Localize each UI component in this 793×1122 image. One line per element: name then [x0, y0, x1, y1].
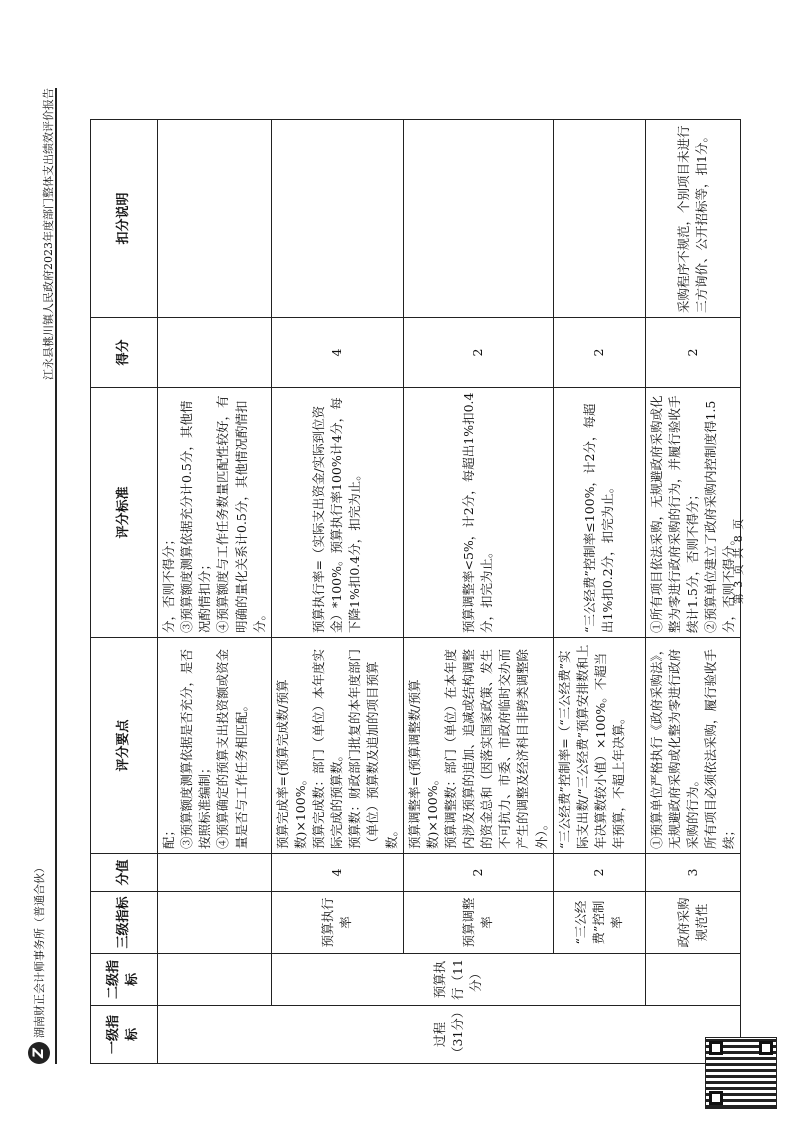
- table-row: [403, 120, 553, 1064]
- qr-finder-icon: [709, 1091, 723, 1105]
- page-number: 第 3 页 共 8 页: [732, 517, 745, 605]
- firm-logo-icon: Z: [28, 1042, 50, 1064]
- firm-header: [28, 862, 50, 1064]
- qr-finder-icon: [709, 1041, 723, 1055]
- table-row: [553, 120, 645, 1064]
- evaluation-table: [90, 119, 741, 1064]
- standard-cell: 预算执行率=（实际支出资金/实际到位资金）*100%。预算执行率100%计4分，每下降1%扣0.4分，扣完为止。: [271, 388, 403, 638]
- points-cell: 配； ③预算额度测算依据是否充分，是否按照标准编制； ④预算确定的预算支出投资额或资金量是否与工作任务相匹配。: [158, 638, 272, 854]
- deduction-cell: [271, 120, 403, 318]
- level3-cell: 政府采购规范性: [645, 892, 741, 954]
- col-header: 评分要点: [91, 638, 158, 854]
- level2-cell: 预算执行（11分）: [271, 954, 645, 1006]
- report-title: 江永县桃川镇人民政府2023年度部门整体支出绩效评价报告: [42, 88, 55, 380]
- level3-cell: “三公经费”控制率: [553, 892, 645, 954]
- col-header: 得分: [91, 318, 158, 388]
- col-header: 二级指标: [91, 954, 158, 1006]
- header-divider: [55, 88, 57, 1064]
- points-cell: 预算完成率=(预算完成数/预算数)×100%。 预算完成数：部门（单位）本年度实际完成的预算数。 预算数：财政部门批复的本年度部门（单位）预算数及追加的项目预算数。: [271, 638, 403, 854]
- col-header: 评分标准: [91, 388, 158, 638]
- col-header: 分值: [91, 854, 158, 892]
- table-row: [271, 120, 403, 1064]
- level3-cell: [158, 892, 272, 954]
- points-cell: 预算调整率=(预算调整数/预算数)×100%。 预算调整数：部门（单位）在本年度内涉及预算的追加、追减或结构调整的资金总和（因落实国家政策、发生不可抗力、市委、市政府临时交办而产生的调整及经济科目非跨类调整除外）。: [403, 638, 553, 854]
- col-header: 三级指标: [91, 892, 158, 954]
- col-header: 扣分说明: [91, 120, 158, 318]
- level3-cell: 预算执行率: [271, 892, 403, 954]
- score-cell: 2: [645, 318, 741, 388]
- deduction-cell: [158, 120, 272, 318]
- score-cell: 2: [553, 318, 645, 388]
- score-value-cell: 4: [271, 854, 403, 892]
- level1-cell: 过程（31分）: [158, 1006, 741, 1064]
- points-cell: “三公经费”控制率=（“三公经费”实际支出数/“三公经费”预算安排数和上年决算数较小值）×100%。不超当年预算，不超上年决算。: [553, 638, 645, 854]
- qr-code-icon: [705, 1037, 777, 1109]
- score-cell: [158, 318, 272, 388]
- standard-cell: 预算调整率<5%，计2分，每超出1%扣0.4分，扣完为止。: [403, 388, 553, 638]
- level3-cell: 预算调整率: [403, 892, 553, 954]
- score-value-cell: [158, 854, 272, 892]
- standard-cell: 分，否则不得分； ③预算额度测算依据充分计0.5分，其他情况酌情扣分； ④预算额度与工作任务数量匹配性较好，有明确的量化关系计0.5分，其他情况酌情扣分。: [158, 388, 272, 638]
- deduction-cell: 采购程序不规范，个别项目未进行三方询价、公开招标等，扣1分。: [645, 120, 741, 318]
- score-value-cell: 2: [553, 854, 645, 892]
- table-row: [158, 120, 272, 1064]
- score-cell: 2: [403, 318, 553, 388]
- firm-name: 湖南财正会计师事务所（普通合伙）: [33, 862, 46, 1038]
- standard-cell: ①所有项目依法采购，无规避政府采购或化整为零进行政府采购的行为，并履行验收手续计1.5分，否则不得分； ②预算单位建立了政府采购内控制度得1.5分，否则不得分。: [645, 388, 741, 638]
- deduction-cell: [553, 120, 645, 318]
- table-row: [645, 120, 741, 1064]
- standard-cell: “三公经费”控制率≤100%，计2分，每超出1%扣0.2分，扣完为止。: [553, 388, 645, 638]
- level2-cell: [158, 954, 272, 1006]
- col-header: 一级指标: [91, 1006, 158, 1064]
- score-value-cell: 2: [403, 854, 553, 892]
- score-cell: 4: [271, 318, 403, 388]
- level2-cell: [645, 954, 741, 1006]
- deduction-cell: [403, 120, 553, 318]
- table-header-row: [91, 120, 158, 1064]
- qr-finder-icon: [759, 1041, 773, 1055]
- points-cell: ①预算单位严格执行《政府采购法》，无规避政府采购或化整为零进行政府采购的行为。 所有项目必须依法采购，履行验收手续；: [645, 638, 741, 854]
- score-value-cell: 3: [645, 854, 741, 892]
